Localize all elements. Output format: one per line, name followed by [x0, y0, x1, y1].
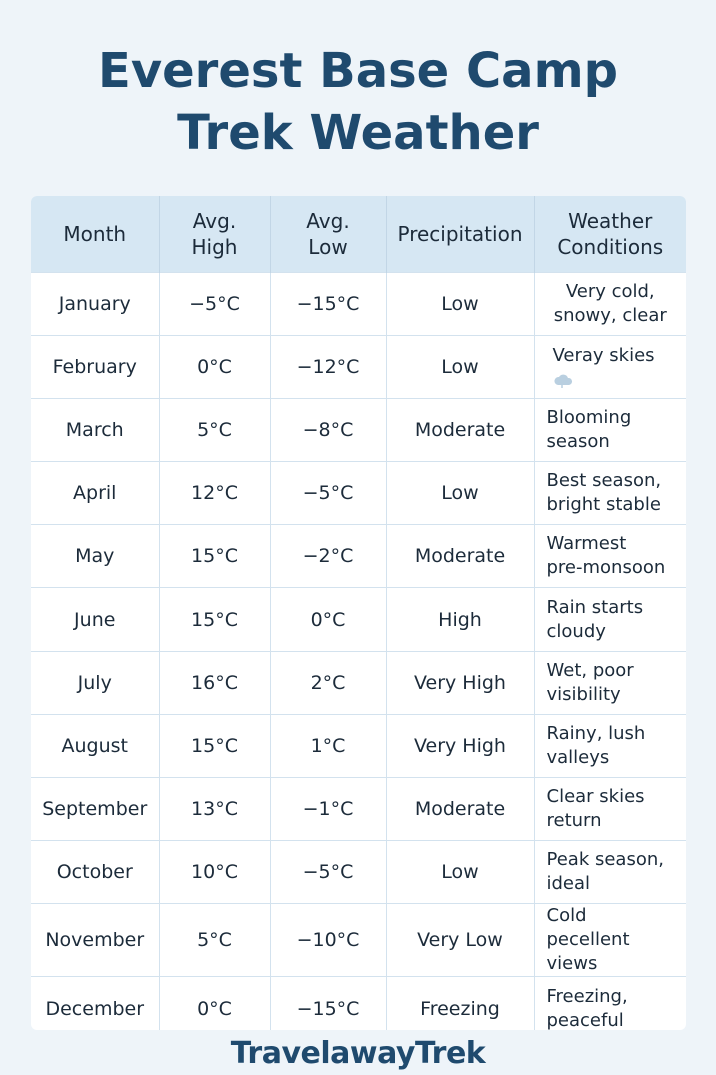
- conditions-line-2: pre-monsoon: [546, 557, 666, 579]
- precipitation-cell: Moderate: [386, 398, 534, 461]
- conditions-line-2: return: [546, 810, 602, 832]
- avg-low-cell: 2°C: [270, 651, 386, 714]
- page-title: [0, 40, 716, 164]
- precipitation-cell: Moderate: [386, 778, 534, 841]
- precipitation-cell: Low: [386, 272, 534, 335]
- precipitation-cell: Freezing: [386, 977, 534, 1030]
- conditions-cell: [534, 651, 686, 714]
- month-cell: March: [31, 398, 159, 461]
- conditions-cell: [534, 904, 686, 977]
- avg-low-cell: −10°C: [270, 904, 386, 977]
- conditions-cell: [534, 588, 686, 651]
- avg-high-cell: 5°C: [159, 904, 270, 977]
- conditions-line-1: Rainy, lush: [546, 722, 646, 744]
- avg-low-cell: −15°C: [270, 272, 386, 335]
- header-avg-high: Avg. High: [159, 196, 270, 272]
- conditions-line-2: ideal: [546, 873, 591, 895]
- header-avg-low: Avg. Low: [270, 196, 386, 272]
- month-cell: April: [31, 462, 159, 525]
- table-row: [31, 778, 686, 841]
- precipitation-cell: Very High: [386, 714, 534, 777]
- avg-high-cell: 0°C: [159, 335, 270, 398]
- avg-low-cell: −12°C: [270, 335, 386, 398]
- conditions-line-2: snowy, clear: [553, 304, 667, 326]
- header-month: Month: [31, 196, 159, 272]
- avg-low-cell: −2°C: [270, 525, 386, 588]
- conditions-line-2: peaceful: [546, 1009, 624, 1030]
- precipitation-cell: Low: [386, 841, 534, 904]
- precipitation-cell: Very Low: [386, 904, 534, 977]
- month-cell: February: [31, 335, 159, 398]
- precipitation-cell: Very High: [386, 651, 534, 714]
- header-precipitation: Precipitation: [386, 196, 534, 272]
- conditions-line-1: Best season,: [546, 470, 662, 492]
- month-cell: July: [31, 651, 159, 714]
- conditions-line-1: Veray skies: [552, 344, 655, 366]
- conditions-line-2: visibility: [546, 683, 621, 705]
- avg-low-cell: 0°C: [270, 588, 386, 651]
- weather-table-container: [31, 196, 686, 1030]
- header-conditions: Weather Conditions: [557, 208, 664, 259]
- month-cell: January: [31, 272, 159, 335]
- conditions-cell: [534, 398, 686, 461]
- conditions-line-1: Wet, poor: [546, 659, 634, 681]
- conditions-line-1: Rain starts: [546, 596, 644, 618]
- conditions-line-1: Blooming: [546, 406, 632, 428]
- conditions-cell: [534, 462, 686, 525]
- avg-high-cell: −5°C: [159, 272, 270, 335]
- conditions-cell: [534, 841, 686, 904]
- conditions-line-2: season: [546, 430, 610, 452]
- avg-high-cell: 5°C: [159, 398, 270, 461]
- avg-low-cell: −1°C: [270, 778, 386, 841]
- title-line-1: Everest Base Camp: [98, 43, 618, 99]
- table-header-row: [31, 196, 686, 272]
- conditions-line-2: bright stable: [546, 494, 661, 516]
- table-row: [31, 904, 686, 977]
- precipitation-cell: Low: [386, 462, 534, 525]
- conditions-cell: [534, 335, 686, 398]
- table-row: [31, 651, 686, 714]
- month-cell: May: [31, 525, 159, 588]
- cloud-icon: [553, 372, 575, 388]
- table-row: [31, 977, 686, 1030]
- avg-high-cell: 15°C: [159, 588, 270, 651]
- conditions-line-1: Cold: [546, 905, 587, 927]
- avg-high-cell: 10°C: [159, 841, 270, 904]
- avg-low-cell: −5°C: [270, 841, 386, 904]
- month-cell: June: [31, 588, 159, 651]
- conditions-line-1: Freezing,: [546, 985, 628, 1007]
- table-row: [31, 398, 686, 461]
- precipitation-cell: Low: [386, 335, 534, 398]
- table-row: [31, 272, 686, 335]
- conditions-line-2: cloudy: [546, 620, 606, 642]
- avg-high-cell: 12°C: [159, 462, 270, 525]
- table-row: [31, 462, 686, 525]
- weather-table: [31, 196, 686, 1030]
- month-cell: October: [31, 841, 159, 904]
- conditions-line-2: valleys: [546, 746, 610, 768]
- month-cell: September: [31, 778, 159, 841]
- conditions-line-1: Peak season,: [546, 849, 664, 871]
- month-cell: December: [31, 977, 159, 1030]
- table-row: [31, 588, 686, 651]
- avg-high-cell: 15°C: [159, 714, 270, 777]
- conditions-cell: [534, 778, 686, 841]
- table-row: [31, 841, 686, 904]
- avg-low-cell: −15°C: [270, 977, 386, 1030]
- avg-low-cell: 1°C: [270, 714, 386, 777]
- conditions-cell: [534, 272, 686, 335]
- precipitation-cell: High: [386, 588, 534, 651]
- avg-high-cell: 13°C: [159, 778, 270, 841]
- avg-high-cell: 0°C: [159, 977, 270, 1030]
- table-row: [31, 335, 686, 398]
- table-row: [31, 714, 686, 777]
- avg-low-cell: −5°C: [270, 462, 386, 525]
- conditions-cell: [534, 525, 686, 588]
- conditions-cell: [534, 714, 686, 777]
- conditions-line-2: pecellent views: [546, 929, 630, 975]
- avg-high-cell: 16°C: [159, 651, 270, 714]
- title-line-2: Trek Weather: [177, 105, 539, 161]
- table-row: [31, 525, 686, 588]
- avg-high-cell: 15°C: [159, 525, 270, 588]
- month-cell: August: [31, 714, 159, 777]
- conditions-cell: [534, 977, 686, 1030]
- conditions-line-1: Very cold,: [565, 280, 655, 302]
- conditions-line-1: Warmest: [546, 533, 627, 555]
- brand-logo: TravelawayTrek: [230, 1036, 486, 1071]
- precipitation-cell: Moderate: [386, 525, 534, 588]
- conditions-line-1: Clear skies: [546, 786, 645, 808]
- avg-low-cell: −8°C: [270, 398, 386, 461]
- month-cell: November: [31, 904, 159, 977]
